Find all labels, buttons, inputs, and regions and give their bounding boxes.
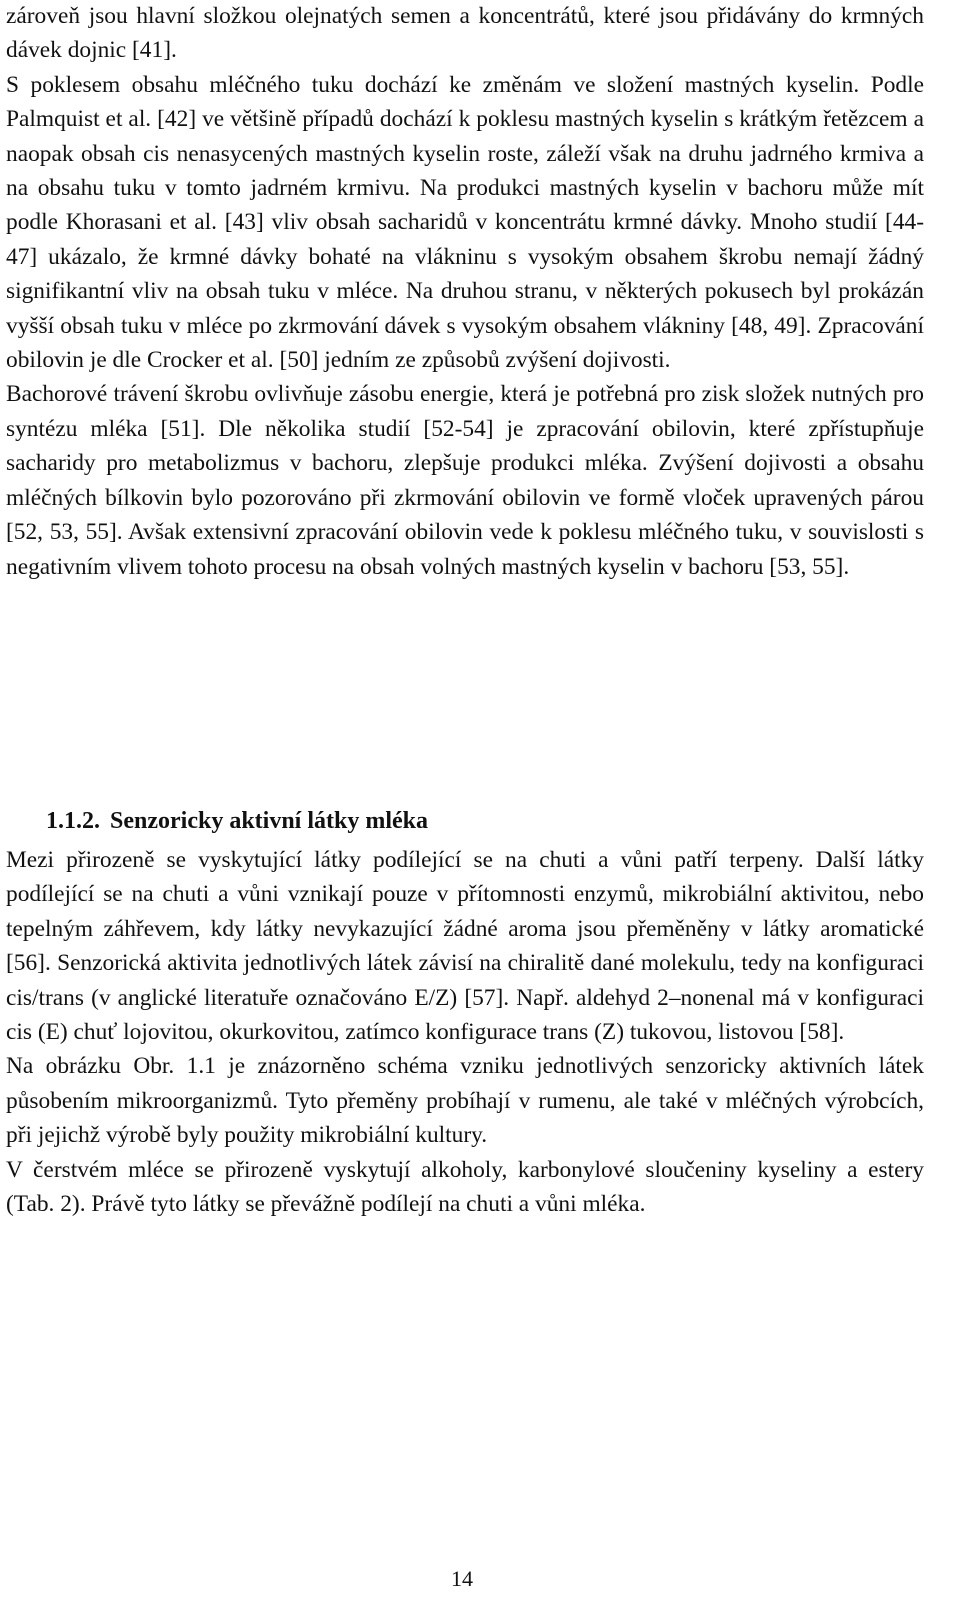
paragraph: Na obrázku Obr. 1.1 je znázorněno schéma vzniku jednotlivých senzoricky aktivních látek působením mikroorganizmů. Tyto přeměny probíhají v rumenu, ale také v mléčných výrobcích, při jejichž výrobě byly použity mikrobiální kultury. bbox=[6, 1053, 924, 1149]
page-number: 14 bbox=[451, 1566, 473, 1591]
section-heading bbox=[46, 804, 428, 838]
paragraph: zároveň jsou hlavní složkou olejnatých semen a koncentrátů, které jsou přidávány do krmných dávek dojnic [41]. bbox=[6, 3, 924, 64]
section-number: 1.1.2. bbox=[46, 808, 100, 834]
section-body-fatty-acids bbox=[6, 0, 924, 584]
section-title: Senzoricky aktivní látky mléka bbox=[110, 808, 429, 834]
section-body-sensory bbox=[6, 843, 924, 1221]
paragraph: Bachorové trávení škrobu ovlivňuje zásobu energie, která je potřebná pro zisk složek nutných pro syntézu mléka [51]. Dle několika studií [52-54] je zpracování obilovin, které zpřístupňuje sacharidy pro metabolizmus v bachoru, zlepšuje produkci mléka. Zvýšení dojivosti a obsahu mléčných bílkovin bylo pozorováno při zkrmování obilovin ve formě vloček upravených párou [52, 53, 55]. Avšak extensivní zpracování obilovin vede k poklesu mléčného tuku, v souvislosti s negativním vlivem tohoto procesu na obsah volných mastných kyselin v bachoru [53, 55]. bbox=[6, 381, 924, 580]
paragraph: S poklesem obsahu mléčného tuku dochází ke změnám ve složení mastných kyselin. Podle Palmquist et al. [42] ve většině případů dochází k poklesu mastných kyselin s krátkým řetězcem a naopak obsah cis nenasycených mastných kyselin roste, záleží však na druhu jadrného krmiva a na obsahu tuku v tomto jadrném krmivu. Na produkci mastných kyselin v bachoru může mít podle Khorasani et al. [43] vliv obsah sacharidů v koncentrátu krmné dávky. Mnoho studií [44-47] ukázalo, že krmné dávky bohaté na vlákninu s vysokým obsahem škrobu nemají žádný signifikantní vliv na obsah tuku v mléce. Na druhou stranu, v některých pokusech byl prokázán vyšší obsah tuku v mléce po zkrmování dávek s vysokým obsahem vlákniny [48, 49]. Zpracování obilovin je dle Crocker et al. [50] jedním ze způsobů zvýšení dojivosti. bbox=[6, 71, 924, 374]
paragraph: Mezi přirozeně se vyskytující látky podílející se na chuti a vůni patří terpeny. Další látky podílející se na chuti a vůni vznikají pouze v přítomnosti enzymů, mikrobiální aktivitou, nebo tepelným záhřevem, kdy látky nevykazující žádné aroma jsou přeměněny v látky aromatické [56]. Senzorická aktivita jednotlivých látek závisí na chiralitě dané molekulu, tedy na konfiguraci cis/trans (v anglické literatuře označováno E/Z) [57]. Např. aldehyd 2–nonenal má v konfiguraci cis (E) chuť lojovitou, okurkovitou, zatímco konfigurace trans (Z) tukovou, listovou [58]. bbox=[6, 847, 924, 1046]
paragraph: V čerstvém mléce se přirozeně vyskytují alkoholy, karbonylové sloučeniny kyseliny a estery (Tab. 2). Právě tyto látky se převážně podílejí na chuti a vůni mléka. bbox=[6, 1156, 924, 1218]
